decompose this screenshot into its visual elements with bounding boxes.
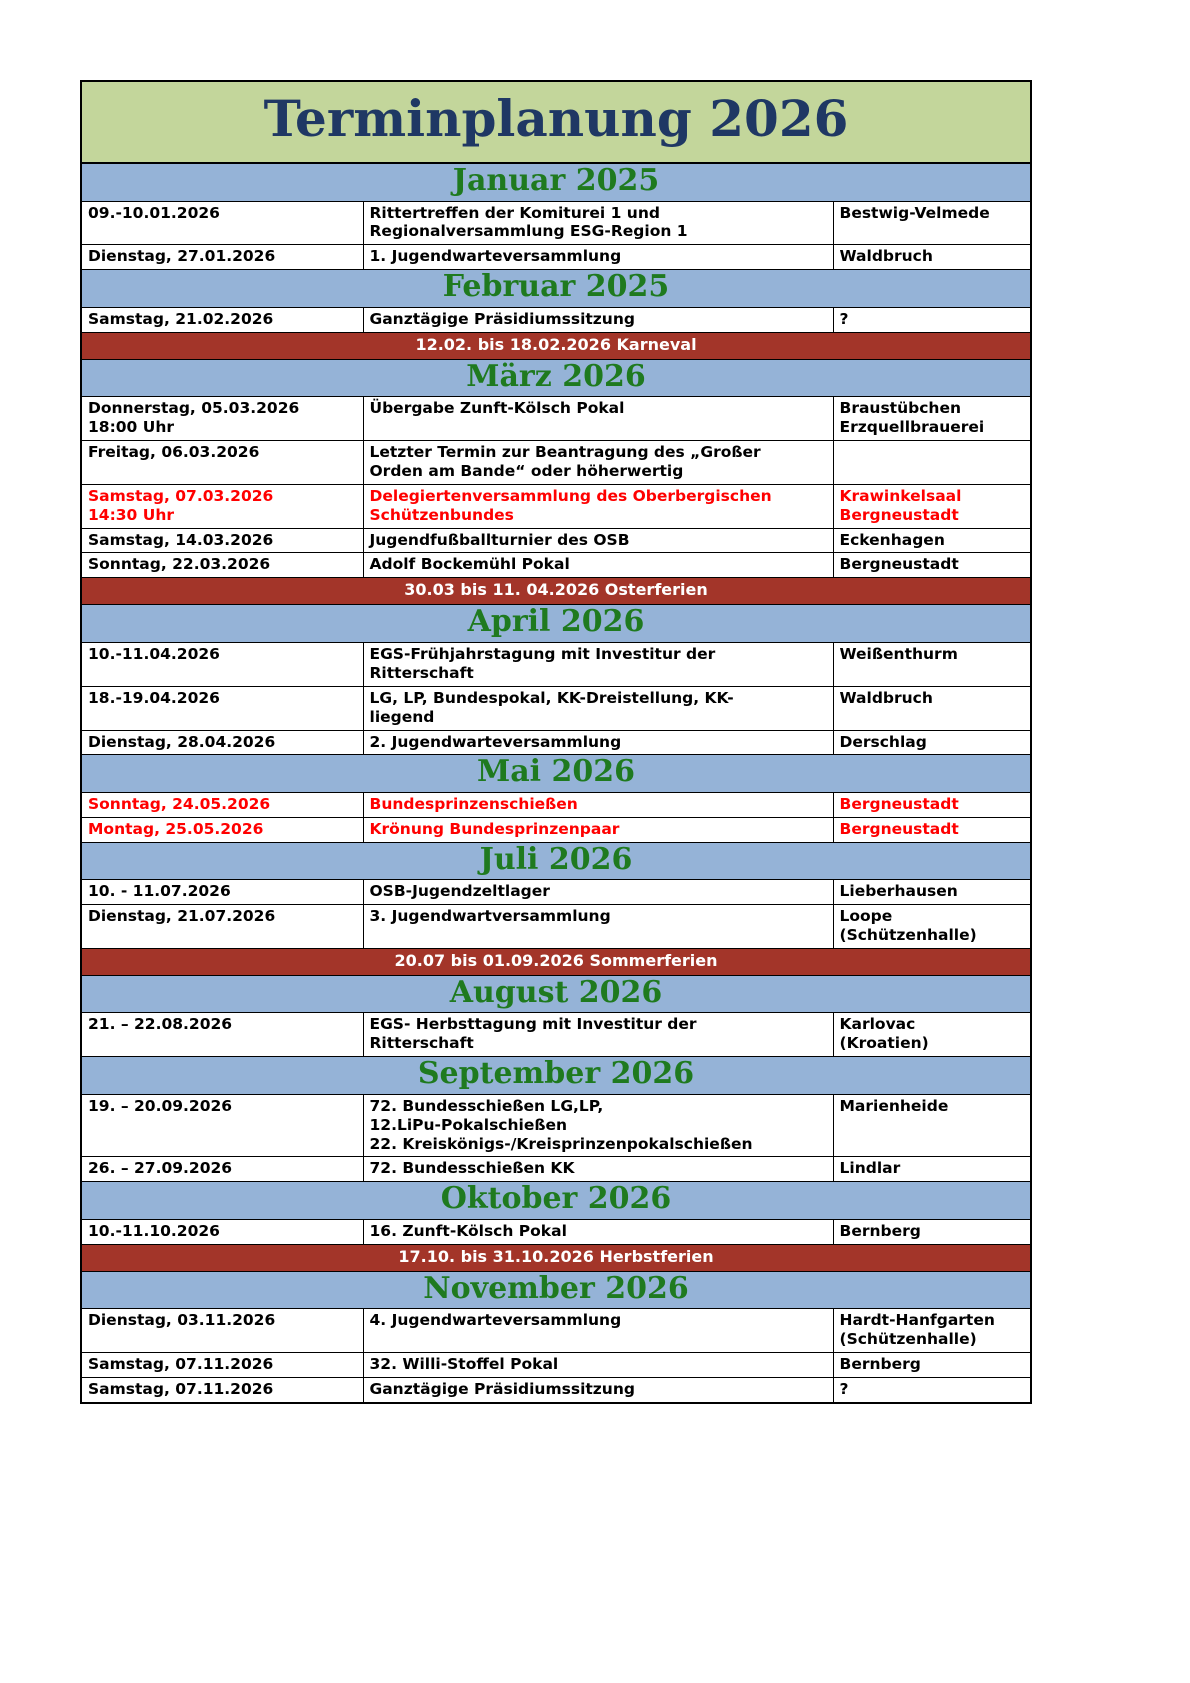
event-description-line: Rittertreffen der Komiturei 1 und xyxy=(369,203,660,222)
event-date-line: Sonntag, 22.03.2026 xyxy=(88,555,271,574)
month-header-cell xyxy=(81,975,1031,1013)
event-date-line: 18.-19.04.2026 xyxy=(88,688,220,707)
event-location-cell xyxy=(833,880,1031,905)
event-location-cell xyxy=(833,730,1031,755)
event-date-cell xyxy=(81,1309,363,1353)
event-description-line: Ritterschaft xyxy=(369,1034,474,1053)
event-location-line: Braustübchen xyxy=(839,399,961,418)
event-location-cell xyxy=(833,553,1031,578)
event-location-line: ? xyxy=(839,1380,849,1398)
event-date-cell xyxy=(81,307,363,332)
table-row xyxy=(81,1378,1031,1403)
event-description-cell xyxy=(363,440,833,484)
event-description-line: Bundesprinzenschießen xyxy=(369,794,578,813)
month-header-row xyxy=(81,975,1031,1013)
event-description-cell xyxy=(363,686,833,730)
event-date-line: Sonntag, 24.05.2026 xyxy=(88,794,271,813)
event-location-line: Marienheide xyxy=(839,1096,949,1115)
event-date-cell xyxy=(81,440,363,484)
table-row xyxy=(81,397,1031,441)
event-date-cell xyxy=(81,642,363,686)
event-description-line: Adolf Bockemühl Pokal xyxy=(369,555,570,574)
event-description-cell xyxy=(363,1309,833,1353)
holiday-banner-label: 12.02. bis 18.02.2026 Karneval xyxy=(415,334,697,354)
terminplanung-page xyxy=(80,80,1030,1404)
holiday-banner-row xyxy=(81,1244,1031,1271)
event-description-cell xyxy=(363,817,833,842)
month-header-row xyxy=(81,1271,1031,1309)
event-description-line: Letzter Termin zur Beantragung des „Großer xyxy=(369,442,761,461)
month-header-row xyxy=(81,270,1031,308)
table-row xyxy=(81,528,1031,553)
table-row xyxy=(81,553,1031,578)
event-description-cell xyxy=(363,201,833,245)
event-description-line: Jugendfußballturnier des OSB xyxy=(369,530,630,549)
event-location-cell xyxy=(833,1013,1031,1057)
event-location-line: Weißenthurm xyxy=(839,644,958,663)
event-date-cell xyxy=(81,905,363,949)
month-header-cell xyxy=(81,163,1031,201)
table-row xyxy=(81,484,1031,528)
event-location-line: Waldbruch xyxy=(839,688,933,707)
month-header-label: Januar 2025 xyxy=(452,163,660,198)
event-location-line: (Schützenhalle) xyxy=(839,1330,977,1349)
month-header-label: November 2026 xyxy=(423,1270,689,1306)
event-location-line: Lindlar xyxy=(839,1159,901,1178)
event-date-line: Montag, 25.05.2026 xyxy=(88,819,264,838)
event-date-line: Samstag, 07.03.2026 xyxy=(88,486,274,505)
event-location-cell xyxy=(833,817,1031,842)
event-date-cell xyxy=(81,880,363,905)
event-description-line: LG, LP, Bundespokal, KK-Dreistellung, KK- xyxy=(369,688,734,707)
event-location-line: Bergneustadt xyxy=(839,505,959,524)
table-row xyxy=(81,1157,1031,1182)
event-description-line: 32. Willi-Stoffel Pokal xyxy=(369,1355,559,1374)
holiday-banner-cell xyxy=(81,1244,1031,1271)
event-description-cell xyxy=(363,397,833,441)
event-date-cell xyxy=(81,201,363,245)
event-location-line: Lieberhausen xyxy=(839,882,958,901)
event-description-line: Ritterschaft xyxy=(369,663,474,682)
month-header-cell xyxy=(81,842,1031,880)
event-location-cell xyxy=(833,397,1031,441)
event-description-line: Regionalversammlung ESG-Region 1 xyxy=(369,222,688,241)
table-row xyxy=(81,201,1031,245)
event-location-cell xyxy=(833,642,1031,686)
table-row xyxy=(81,1013,1031,1057)
event-description-cell xyxy=(363,553,833,578)
event-location-line: (Schützenhalle) xyxy=(839,926,977,945)
event-location-cell xyxy=(833,1378,1031,1403)
event-date-cell xyxy=(81,730,363,755)
event-description-line: liegend xyxy=(369,707,435,726)
event-location-line: Bestwig-Velmede xyxy=(839,203,990,222)
event-location-cell xyxy=(833,307,1031,332)
event-description-cell xyxy=(363,528,833,553)
month-header-row xyxy=(81,605,1031,643)
event-description-line: Delegiertenversammlung des Oberbergischen xyxy=(369,486,772,505)
table-row xyxy=(81,686,1031,730)
event-description-cell xyxy=(363,1378,833,1403)
event-date-cell xyxy=(81,817,363,842)
event-description-line: Übergabe Zunft-Kölsch Pokal xyxy=(369,399,625,418)
event-description-cell xyxy=(363,792,833,817)
event-date-cell xyxy=(81,1353,363,1378)
event-description-line: Schützenbundes xyxy=(369,505,514,524)
month-header-cell xyxy=(81,755,1031,793)
event-location-line: Bernberg xyxy=(839,1355,921,1374)
table-row xyxy=(81,905,1031,949)
table-row xyxy=(81,642,1031,686)
table-row xyxy=(81,880,1031,905)
event-date-line: Dienstag, 21.07.2026 xyxy=(88,907,276,926)
event-date-cell xyxy=(81,528,363,553)
table-row xyxy=(81,245,1031,270)
event-date-line: Samstag, 07.11.2026 xyxy=(88,1355,274,1374)
event-date-line: 10.-11.04.2026 xyxy=(88,644,220,663)
month-header-label: September 2026 xyxy=(417,1056,695,1092)
holiday-banner-label: 20.07 bis 01.09.2026 Sommerferien xyxy=(394,950,718,970)
event-location-line: Hardt-Hanfgarten xyxy=(839,1311,995,1330)
event-date-line: 10. - 11.07.2026 xyxy=(88,882,231,901)
event-location-line: ? xyxy=(839,309,849,328)
event-date-line: 09.-10.01.2026 xyxy=(88,203,220,222)
event-description-line: Orden am Bande“ oder höherwertig xyxy=(369,461,684,480)
month-header-row xyxy=(81,842,1031,880)
event-date-line: Dienstag, 03.11.2026 xyxy=(88,1311,276,1330)
month-header-label: Juli 2026 xyxy=(479,841,633,877)
event-location-cell xyxy=(833,905,1031,949)
table-row xyxy=(81,1219,1031,1244)
month-header-cell xyxy=(81,1182,1031,1220)
event-description-cell xyxy=(363,1219,833,1244)
event-date-line: 10.-11.10.2026 xyxy=(88,1221,220,1240)
event-description-line: Ganztägige Präsidiumssitzung xyxy=(369,1380,635,1398)
event-location-line: Bergneustadt xyxy=(839,819,959,838)
event-location-cell xyxy=(833,440,1031,484)
month-header-row xyxy=(81,1057,1031,1095)
holiday-banner-row xyxy=(81,948,1031,975)
event-date-cell xyxy=(81,686,363,730)
event-date-line: 26. – 27.09.2026 xyxy=(88,1159,233,1178)
event-location-line: Karlovac xyxy=(839,1015,916,1034)
month-header-cell xyxy=(81,1271,1031,1309)
event-description-line: EGS- Herbsttagung mit Investitur der xyxy=(369,1015,697,1034)
event-date-cell xyxy=(81,553,363,578)
event-location-line: Erzquellbrauerei xyxy=(839,418,985,437)
event-location-cell xyxy=(833,792,1031,817)
month-header-cell xyxy=(81,359,1031,397)
event-date-cell xyxy=(81,1157,363,1182)
event-date-line: 18:00 Uhr xyxy=(88,418,174,437)
event-date-cell xyxy=(81,245,363,270)
event-location-cell xyxy=(833,1353,1031,1378)
month-header-cell xyxy=(81,1057,1031,1095)
event-date-cell xyxy=(81,792,363,817)
event-description-cell xyxy=(363,880,833,905)
event-description-line: 72. Bundesschießen KK xyxy=(369,1159,575,1178)
event-date-cell xyxy=(81,1219,363,1244)
month-header-label: August 2026 xyxy=(449,974,663,1010)
event-location-cell xyxy=(833,686,1031,730)
event-date-cell xyxy=(81,397,363,441)
event-date-line: Dienstag, 27.01.2026 xyxy=(88,247,276,266)
event-location-line: Waldbruch xyxy=(839,247,933,266)
event-date-cell xyxy=(81,1013,363,1057)
table-row xyxy=(81,1353,1031,1378)
month-header-label: Oktober 2026 xyxy=(440,1181,672,1217)
event-location-cell xyxy=(833,1219,1031,1244)
event-description-line: EGS-Frühjahrstagung mit Investitur der xyxy=(369,644,716,663)
table-row xyxy=(81,817,1031,842)
month-header-cell xyxy=(81,270,1031,308)
document-title-row xyxy=(81,81,1031,163)
event-date-line: Dienstag, 28.04.2026 xyxy=(88,732,276,751)
document-title-cell xyxy=(81,81,1031,163)
event-description-line: 12.LiPu-Pokalschießen xyxy=(369,1115,568,1134)
event-description-line: Krönung Bundesprinzenpaar xyxy=(369,819,620,838)
table-row xyxy=(81,307,1031,332)
month-header-label: April 2026 xyxy=(467,604,645,640)
event-description-line: OSB-Jugendzeltlager xyxy=(369,882,550,901)
table-row xyxy=(81,792,1031,817)
event-description-line: 4. Jugendwarteversammlung xyxy=(369,1311,622,1330)
event-date-line: 14:30 Uhr xyxy=(88,505,174,524)
event-location-cell xyxy=(833,1157,1031,1182)
event-description-cell xyxy=(363,484,833,528)
event-date-cell xyxy=(81,1094,363,1157)
event-description-cell xyxy=(363,905,833,949)
event-location-line: Bergneustadt xyxy=(839,794,959,813)
holiday-banner-row xyxy=(81,332,1031,359)
event-date-line: Samstag, 07.11.2026 xyxy=(88,1380,274,1398)
event-description-cell xyxy=(363,1013,833,1057)
event-description-line: Ganztägige Präsidiumssitzung xyxy=(369,309,635,328)
month-header-row xyxy=(81,163,1031,201)
event-location-cell xyxy=(833,1309,1031,1353)
month-header-label: März 2026 xyxy=(466,358,646,394)
event-date-line: 19. – 20.09.2026 xyxy=(88,1096,233,1115)
table-row xyxy=(81,1309,1031,1353)
month-header-row xyxy=(81,1182,1031,1220)
event-date-line: Donnerstag, 05.03.2026 xyxy=(88,399,300,418)
table-row xyxy=(81,440,1031,484)
event-date-line: 21. – 22.08.2026 xyxy=(88,1015,233,1034)
event-location-cell xyxy=(833,245,1031,270)
event-date-line: Samstag, 14.03.2026 xyxy=(88,530,274,549)
event-description-line: 2. Jugendwarteversammlung xyxy=(369,732,622,751)
event-location-cell xyxy=(833,528,1031,553)
event-location-line: Loope xyxy=(839,907,893,926)
event-description-cell xyxy=(363,1157,833,1182)
event-description-cell xyxy=(363,1094,833,1157)
event-description-line: 1. Jugendwarteversammlung xyxy=(369,247,622,266)
schedule-table-body xyxy=(81,81,1031,1403)
event-date-cell xyxy=(81,1378,363,1403)
event-date-line: Freitag, 06.03.2026 xyxy=(88,442,260,461)
table-row xyxy=(81,1094,1031,1157)
event-location-line: (Kroatien) xyxy=(839,1034,929,1053)
event-location-line: Bernberg xyxy=(839,1221,921,1240)
event-description-cell xyxy=(363,642,833,686)
event-description-cell xyxy=(363,1353,833,1378)
holiday-banner-cell xyxy=(81,332,1031,359)
holiday-banner-label: 30.03 bis 11. 04.2026 Osterferien xyxy=(404,580,708,600)
holiday-banner-label: 17.10. bis 31.10.2026 Herbstferien xyxy=(398,1246,714,1266)
table-row xyxy=(81,730,1031,755)
page-title: Terminplanung 2026 xyxy=(263,89,849,148)
event-location-line: Bergneustadt xyxy=(839,555,959,574)
event-location-line: Krawinkelsaal xyxy=(839,486,962,505)
event-location-line: Derschlag xyxy=(839,732,927,751)
event-description-cell xyxy=(363,245,833,270)
event-description-line: 3. Jugendwartversammlung xyxy=(369,907,611,926)
event-date-cell xyxy=(81,484,363,528)
event-location-cell xyxy=(833,484,1031,528)
event-description-line: 16. Zunft-Kölsch Pokal xyxy=(369,1221,567,1240)
holiday-banner-cell xyxy=(81,948,1031,975)
month-header-label: Februar 2025 xyxy=(442,269,670,305)
schedule-table xyxy=(80,80,1032,1404)
event-location-line: Eckenhagen xyxy=(839,530,945,549)
month-header-row xyxy=(81,359,1031,397)
holiday-banner-cell xyxy=(81,578,1031,605)
event-description-cell xyxy=(363,307,833,332)
month-header-row xyxy=(81,755,1031,793)
event-location-cell xyxy=(833,1094,1031,1157)
event-description-line: 72. Bundesschießen LG,LP, xyxy=(369,1096,604,1115)
event-location-cell xyxy=(833,201,1031,245)
holiday-banner-row xyxy=(81,578,1031,605)
event-description-line: 22. Kreiskönigs-/Kreisprinzenpokalschießen xyxy=(369,1134,753,1153)
event-description-cell xyxy=(363,730,833,755)
month-header-label: Mai 2026 xyxy=(477,754,635,790)
event-date-line: Samstag, 21.02.2026 xyxy=(88,309,274,328)
month-header-cell xyxy=(81,605,1031,643)
